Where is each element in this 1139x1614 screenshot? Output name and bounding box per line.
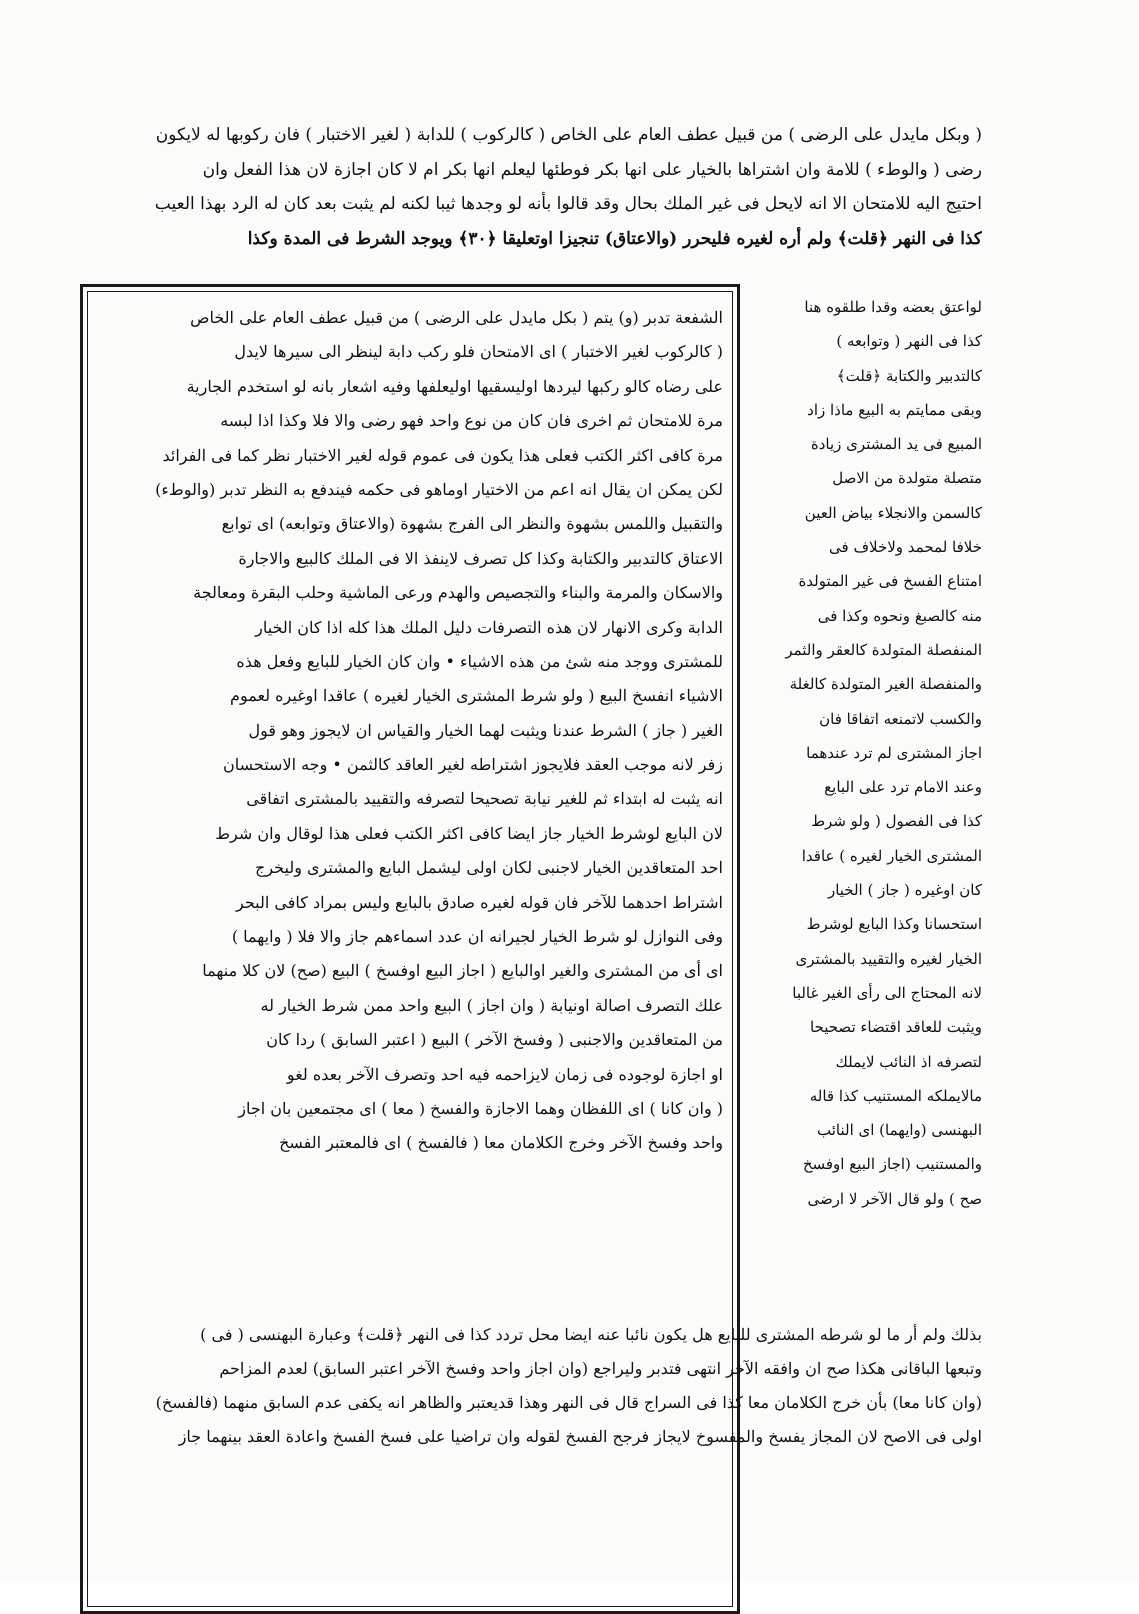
side-line: منه كالصبغ ونحوه وكذا فى: [817, 606, 982, 625]
side-line: مالايملكه المستنيب كذا قاله: [809, 1086, 982, 1105]
main-line: للمشترى ووجد منه شئ من هذه الاشياء • وان كان الخيار للبايع وفعل هذه: [236, 651, 723, 671]
side-line: لانه المحتاج الى رأى الغير غالبا: [792, 983, 982, 1002]
top-line: احتيج اليه للامتحان الا انه لايحل فى غير الملك بحال وقد قالوا بأنه لو وجدها ثيبا لكنه لم يثبت بعد كان له الرد بهذا العيب: [154, 194, 982, 214]
side-line: البهنسى (وايهما) اى النائب: [817, 1121, 982, 1140]
side-line: كان اوغيره ( جاز ) الخيار: [827, 881, 982, 900]
top-line: رضى ( والوطء ) للامة وان اشتراها بالخيار على انها بكر فوطئها ليعلم انها بكر ام لا كان اجازة لان هذا الفعل وان: [202, 159, 982, 180]
main-line: لكن يمكن ان يقال انه اعم من الاختيار اوماهو فى حكمه فيندفع به النظر تدبر (والوطء): [155, 479, 723, 499]
side-line: لواعتق بعضه وقدا طلقوه هنا: [804, 298, 982, 316]
main-line: الدابة وكرى الانهار لان هذه التصرفات دليل الملك هذا كله اذا كان الخيار: [255, 617, 723, 637]
top-line: كذا فى النهر ﴿قلت﴾ ولم أره لغيره فليحرر (والاعتاق) تنجيزا اوتعليقا ﴿٣٠﴾ ويوجد الشرط فى المدة وكذا: [247, 228, 982, 249]
main-line: مرة للامتحان ثم اخرى فان كان من نوع واحد فهو رضى والا فلا وكذا اذا لبسه: [220, 411, 723, 431]
side-line: المشترى الخيار لغيره ) عاقدا: [801, 846, 982, 865]
main-line: الاشياء انفسخ البيع ( ولو شرط المشترى الخيار لغيره ) عاقدا اوغيره لعموم: [230, 686, 723, 706]
bottom-line: بذلك ولم أر ما لو شرطه المشترى للبايع هل يكون نائبا عنه ايضا محل تردد كذا فى النهر ﴿قلت﴾ وعبارة البهنسى ( فى ): [200, 1325, 982, 1344]
main-line: مرة كافى اكثر الكتب فعلى هذا يكون فى عموم قوله لغير الاختبار نظر كما فى الفرائد: [162, 445, 723, 465]
main-line: احد المتعاقدين الخيار لاجنبى لكان اولى ليشمل البايع والمشترى وليخرج: [255, 858, 723, 878]
bottom-line: وتبعها الباقانى هكذا صح ان وافقه الآخر انتهى فتدبر وليراجع (وان اجاز واحد وفسخ الآخر اعتبر السابق) لعدم المزاحم: [219, 1359, 982, 1378]
main-line: الاعتاق كالتدبير والكتابة وكذا كل تصرف لاينفذ الا فى الملك كالبيع والاجارة: [238, 548, 723, 568]
bottom-line: اولى فى الاصح لان المجاز يفسخ والمفسوخ لايجاز فرجح الفسخ لقوله وان تراضيا على فسخ الفسخ واعادة العقد بينهما جاز: [178, 1427, 982, 1446]
bottom-text-block: [96, 1318, 982, 1454]
side-line: صح ) ولو قال الآخر لا ارضى: [807, 1189, 982, 1208]
main-line: زفر لانه موجب العقد فلايجوز اشتراطه لغير العاقد كالثمن • وجه الاستحسان: [222, 755, 723, 775]
side-line: كذا فى الفصول ( ولو شرط: [811, 812, 982, 831]
side-line: وبقى ممايتم به البيع ماذا زاد: [807, 400, 982, 419]
main-line: الشفعة تدبر (و) يتم ( بكل مايدل على الرضى ) من قبيل عطف العام على الخاص: [190, 308, 723, 327]
top-text-block: [96, 118, 982, 256]
top-line: ( وبكل مايدل على الرضى ) من قبيل عطف العام على الخاص ( كالركوب ) للدابة ( لغير الاختبار ) فان ركوبها له لايكون: [155, 125, 982, 145]
main-line: والتقبيل واللمس بشهوة والنظر الى الفرج بشهوة (والاعتاق وتوابعه) اى توابع: [221, 514, 723, 534]
main-line: وفى النوازل لو شرط الخيار لجيرانه ان عدد اسماءهم جاز والا فلا ( وايهما ): [231, 927, 723, 947]
side-line: كذا فى النهر ( وتوابعه ): [836, 332, 982, 351]
side-line: وعند الامام ترد على البايع: [824, 778, 982, 797]
main-line: اى أى من المشترى والغير اوالبايع ( اجاز البيع اوفسخ ) البيع (صح) لان كلا منهما: [202, 961, 723, 981]
side-line: المبيع فى يد المشترى زيادة: [810, 435, 982, 454]
side-line: والمنفصلة الغير المتولدة كالغلة: [789, 675, 982, 694]
side-line: والمستنيب (اجاز البيع اوفسخ: [802, 1155, 982, 1174]
main-line: على رضاه كالو ركبها ليردها اوليسقيها اوليعلفها وفيه اشعار بانه لو استخدم الجارية: [186, 376, 723, 396]
side-line: والكسب لاتمنعه اتفاقا فان: [819, 709, 982, 728]
main-line: اشتراط احدهما للآخر فان قوله لغيره صادق بالبايع وليس بمراد كافى البحر: [236, 892, 723, 912]
main-line: ( كالركوب لغير الاختبار ) اى الامتحان فلو ركب دابة لينظر الى سيرها لايدل: [234, 342, 723, 362]
main-line: ( وان كانا ) اى اللفظان وهما الاجازة والفسخ ( معا ) اى مجتمعين بان اجاز: [238, 1098, 723, 1118]
side-line: لتصرفه اذ النائب لايملك: [835, 1052, 982, 1071]
margin-text-block: [746, 290, 982, 1216]
main-line: والاسكان والمرمة والبناء والتجصيص والهدم ورعى الماشية وحلب البقرة ومعالجة: [193, 583, 723, 603]
side-line: امتناع الفسخ فى غير المتولدة: [798, 572, 982, 591]
side-line: المنفصلة المتولدة كالعقر والثمر: [785, 640, 982, 659]
main-line: علك التصرف اصالة اونيابة ( وان اجاز ) البيع واحد ممن شرط الخيار له: [260, 995, 723, 1015]
main-line: او اجازة لوجوده فى زمان لايزاحمه فيه احد وتصرف الآخر بعده لغو: [286, 1064, 723, 1084]
main-line: واحد وفسخ الآخر وخرج الكلامان معا ( فالفسخ ) اى فالمعتبر الفسخ: [279, 1133, 723, 1153]
main-line: انه يثبت له ابتداء ثم للغير نيابة تصحيحا لتصرفه والتقييد بالمشترى اتفاقى: [246, 789, 723, 809]
side-line: الخيار لغيره والتقييد بالمشترى: [795, 949, 982, 968]
bottom-line: (وان كانا معا) بأن خرج الكلامان معا كذا فى السراج قال فى النهر وهذا قديعتبر والظاهر انه يكفى عدم السابق منهما (فالفسخ): [155, 1393, 982, 1412]
main-line: من المتعاقدين والاجنبى ( وفسخ الآخر ) البيع ( اعتبر السابق ) ردا كان: [266, 1030, 723, 1050]
side-line: اجاز المشترى لم ترد عندهما: [806, 743, 982, 762]
side-line: كالتدبير والكتابة ﴿قلت﴾: [836, 366, 982, 385]
main-line: الغير ( جاز ) الشرط عندنا ويثبت لهما الخيار والقياس ان لايجوز وهو قول: [248, 720, 723, 740]
side-line: خلافا لمحمد ولاخلاف فى: [829, 538, 982, 557]
side-line: ويثبت للعاقد اقتضاء تصحيحا: [809, 1018, 982, 1037]
side-line: متصلة متولدة من الاصل: [832, 469, 982, 488]
side-line: استحسانا وكذا البايع لوشرط: [806, 915, 982, 934]
commentary-text-block: [99, 301, 723, 1161]
main-line: لان البايع لوشرط الخيار جاز ايضا كافى اكثر الكتب فعلى هذا لوقال وان شرط: [215, 823, 723, 843]
side-line: كالسمن والانجلاء بياض العين: [804, 503, 982, 522]
